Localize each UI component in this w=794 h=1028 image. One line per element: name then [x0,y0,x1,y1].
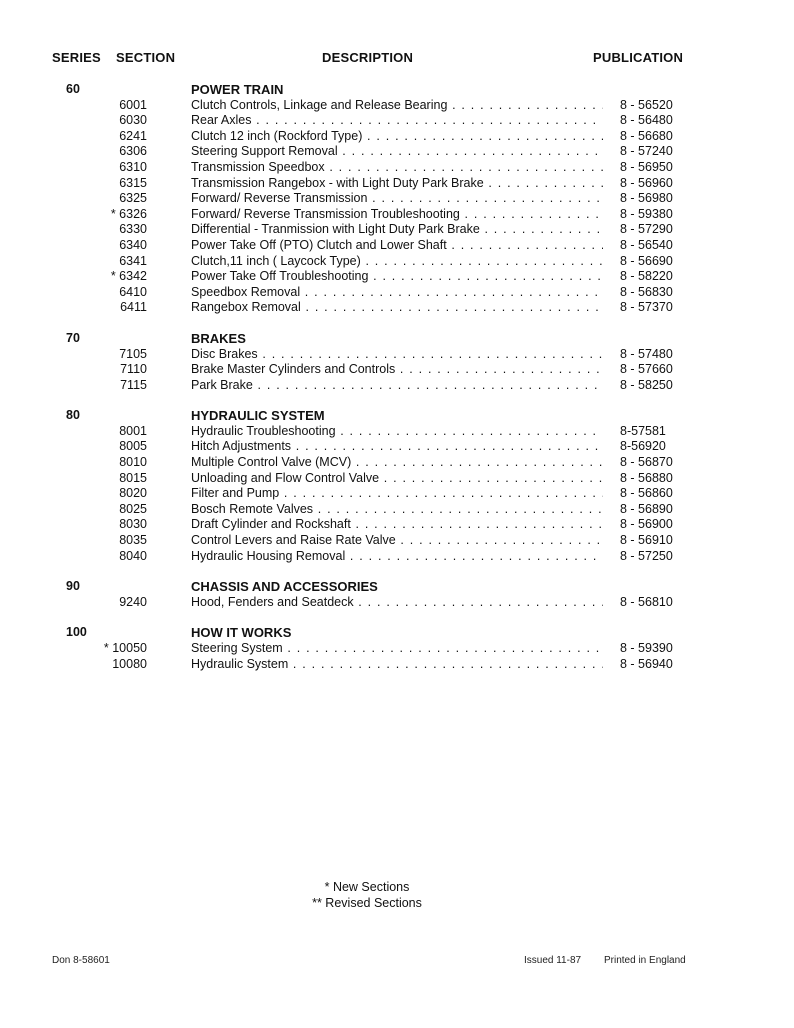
section-description: Rangebox Removal . . . [191,300,603,316]
table-row [0,549,794,565]
table-row [0,144,794,160]
section-number: 6330 [119,222,147,237]
section-description: Clutch Controls, Linkage and Release Bearing . . . [191,98,603,114]
section-description: Hydraulic System . . . [191,657,603,673]
section-description: Steering Support Removal . . . [191,144,603,160]
series-group [0,331,794,393]
series-group [0,579,794,610]
table-row [0,347,794,363]
publication-number: 8 - 56880 [620,470,673,485]
section-number: 8001 [119,423,147,438]
series-number: 70 [66,330,80,345]
section-description: Draft Cylinder and Rockshaft . . . [191,517,603,533]
section-description: Power Take Off Troubleshooting . . . [191,269,603,285]
table-row [0,98,794,114]
publication-number: 8 - 56950 [620,159,673,174]
table-row [0,160,794,176]
publication-number: 8-56920 [620,439,666,454]
table-row [0,641,794,657]
publication-number: 8 - 57240 [620,144,673,159]
section-number: 9240 [119,594,147,609]
table-row [0,517,794,533]
section-description: Park Brake . . . [191,378,603,394]
section-number: 6001 [119,97,147,112]
footer-issued: Issued 11-87 [524,955,582,966]
group-title: POWER TRAIN [191,82,284,97]
table-row [0,455,794,471]
header-series: SERIES [52,50,101,65]
series-number: 90 [66,579,80,594]
table-row [0,424,794,440]
header-publication: PUBLICATION [593,50,684,65]
section-number: 7105 [119,346,147,361]
section-description: Bosch Remote Valves . . . [191,502,603,518]
publication-number: 8 - 56870 [620,455,673,470]
section-number: 6030 [119,113,147,128]
section-number: 8020 [119,486,147,501]
series-number: 100 [66,625,87,640]
section-description: Filter and Pump . . . [191,486,603,502]
section-number: 6410 [119,284,147,299]
section-description: Unloading and Flow Control Valve . . . [191,471,603,487]
section-description: Steering System . . . [191,641,603,657]
table-row [0,176,794,192]
publication-number: 8 - 56680 [620,128,673,143]
section-description: Hood, Fenders and Seatdeck . . . [191,595,603,611]
publication-number: 8 - 56830 [620,284,673,299]
section-number: 8040 [119,548,147,563]
publication-number: 8 - 56890 [620,501,673,516]
publication-number: 8 - 59380 [620,206,673,221]
series-group [0,82,794,316]
section-description: Power Take Off (PTO) Clutch and Lower Shaft . . . [191,238,603,254]
section-description: Forward/ Reverse Transmission . . . [191,191,603,207]
section-description: Hydraulic Housing Removal . . . [191,549,603,565]
publication-number: 8 - 56860 [620,486,673,501]
contents-list [0,82,794,687]
group-title: CHASSIS AND ACCESSORIES [191,579,378,595]
section-description: Transmission Rangebox - with Light Duty Park Brake . . . [191,176,603,192]
note-new-sections: * New Sections [324,880,410,894]
section-number: 8030 [119,517,147,532]
section-number: 8035 [119,533,147,548]
group-title: HYDRAULIC SYSTEM [191,408,325,424]
footer-printed: Printed in England [604,955,686,966]
section-number: * 6326 [110,206,147,221]
table-row [0,254,794,270]
publication-number: 8 - 57250 [620,548,673,563]
table-row [0,238,794,254]
section-description: Hitch Adjustments . . . [191,439,603,455]
publication-number: 8 - 57370 [620,300,673,315]
section-number: 6325 [119,191,147,206]
section-number: 8015 [119,470,147,485]
section-description: Disc Brakes . . . [191,347,603,363]
table-row [0,657,794,673]
table-row [0,191,794,207]
table-row [0,113,794,129]
publication-number: 8 - 56940 [620,656,673,671]
section-number: * 6342 [110,269,147,284]
table-row [0,129,794,145]
series-group [0,408,794,564]
section-number: 7110 [120,362,147,377]
section-number: 6315 [119,175,147,190]
section-number: 6241 [119,128,147,143]
section-description: Speedbox Removal . . . [191,285,603,301]
series-number: 60 [66,82,80,96]
publication-number: 8 - 56960 [620,175,673,190]
section-number: 8025 [119,501,147,516]
table-row [0,439,794,455]
section-number: 7115 [120,377,147,392]
section-description: Forward/ Reverse Transmission Troubleshooting . . . [191,207,603,223]
section-number: * 10050 [103,641,147,655]
section-number: 6306 [119,144,147,159]
section-description: Brake Master Cylinders and Controls . . . [191,362,603,378]
publication-number: 8 - 59390 [620,641,673,655]
section-number: 10080 [112,656,147,671]
publication-number: 8 - 56520 [620,97,673,112]
table-row [0,207,794,223]
publication-number: 8 - 58220 [620,269,673,284]
section-description: Transmission Speedbox . . . [191,160,603,176]
section-number: 6340 [119,237,147,252]
section-number: 8010 [119,455,147,470]
publication-number: 8 - 56900 [620,517,673,532]
section-number: 6411 [120,300,147,315]
publication-number: 8 - 56980 [620,191,673,206]
group-title: HOW IT WORKS [191,625,292,641]
series-number: 80 [66,408,80,423]
table-row [0,378,794,394]
table-row [0,502,794,518]
publication-number: 8 - 57480 [620,346,673,361]
section-description: Clutch 12 inch (Rockford Type) . . . [191,129,603,145]
publication-number: 8 - 57290 [620,222,673,237]
table-row [0,222,794,238]
publication-number: 8 - 56810 [620,594,673,609]
publication-number: 8 - 56690 [620,253,673,268]
table-row [0,486,794,502]
section-description: Multiple Control Valve (MCV) . . . [191,455,603,471]
section-description: Clutch,11 inch ( Laycock Type) . . . [191,254,603,270]
table-row [0,362,794,378]
publication-number: 8 - 56480 [620,113,673,128]
header-section: SECTION [116,50,176,65]
publication-number: 8 - 58250 [620,377,673,392]
table-row [0,595,794,611]
publication-number: 8-57581 [620,423,666,438]
table-row [0,471,794,487]
section-number: 6341 [119,253,147,268]
table-row [0,300,794,316]
section-description: Rear Axles . . . [191,113,603,129]
table-row [0,269,794,285]
section-description: Hydraulic Troubleshooting . . . [191,424,603,440]
section-number: 6310 [119,159,147,174]
group-title: BRAKES [191,330,246,346]
publication-number: 8 - 56910 [620,533,673,548]
legend-notes [0,879,794,911]
publication-number: 8 - 56540 [620,237,673,252]
section-description: Differential - Tranmission with Light Duty Park Brake . . . [191,222,603,238]
header-description: DESCRIPTION [322,50,414,65]
footer-document-number: Don 8-58601 [52,955,110,966]
table-row [0,285,794,301]
note-revised-sections: ** Revised Sections [312,896,422,910]
section-description: Control Levers and Raise Rate Valve . . . [191,533,603,549]
publication-number: 8 - 57660 [620,362,673,377]
table-row [0,533,794,549]
series-group [0,625,794,672]
section-number: 8005 [119,439,147,454]
